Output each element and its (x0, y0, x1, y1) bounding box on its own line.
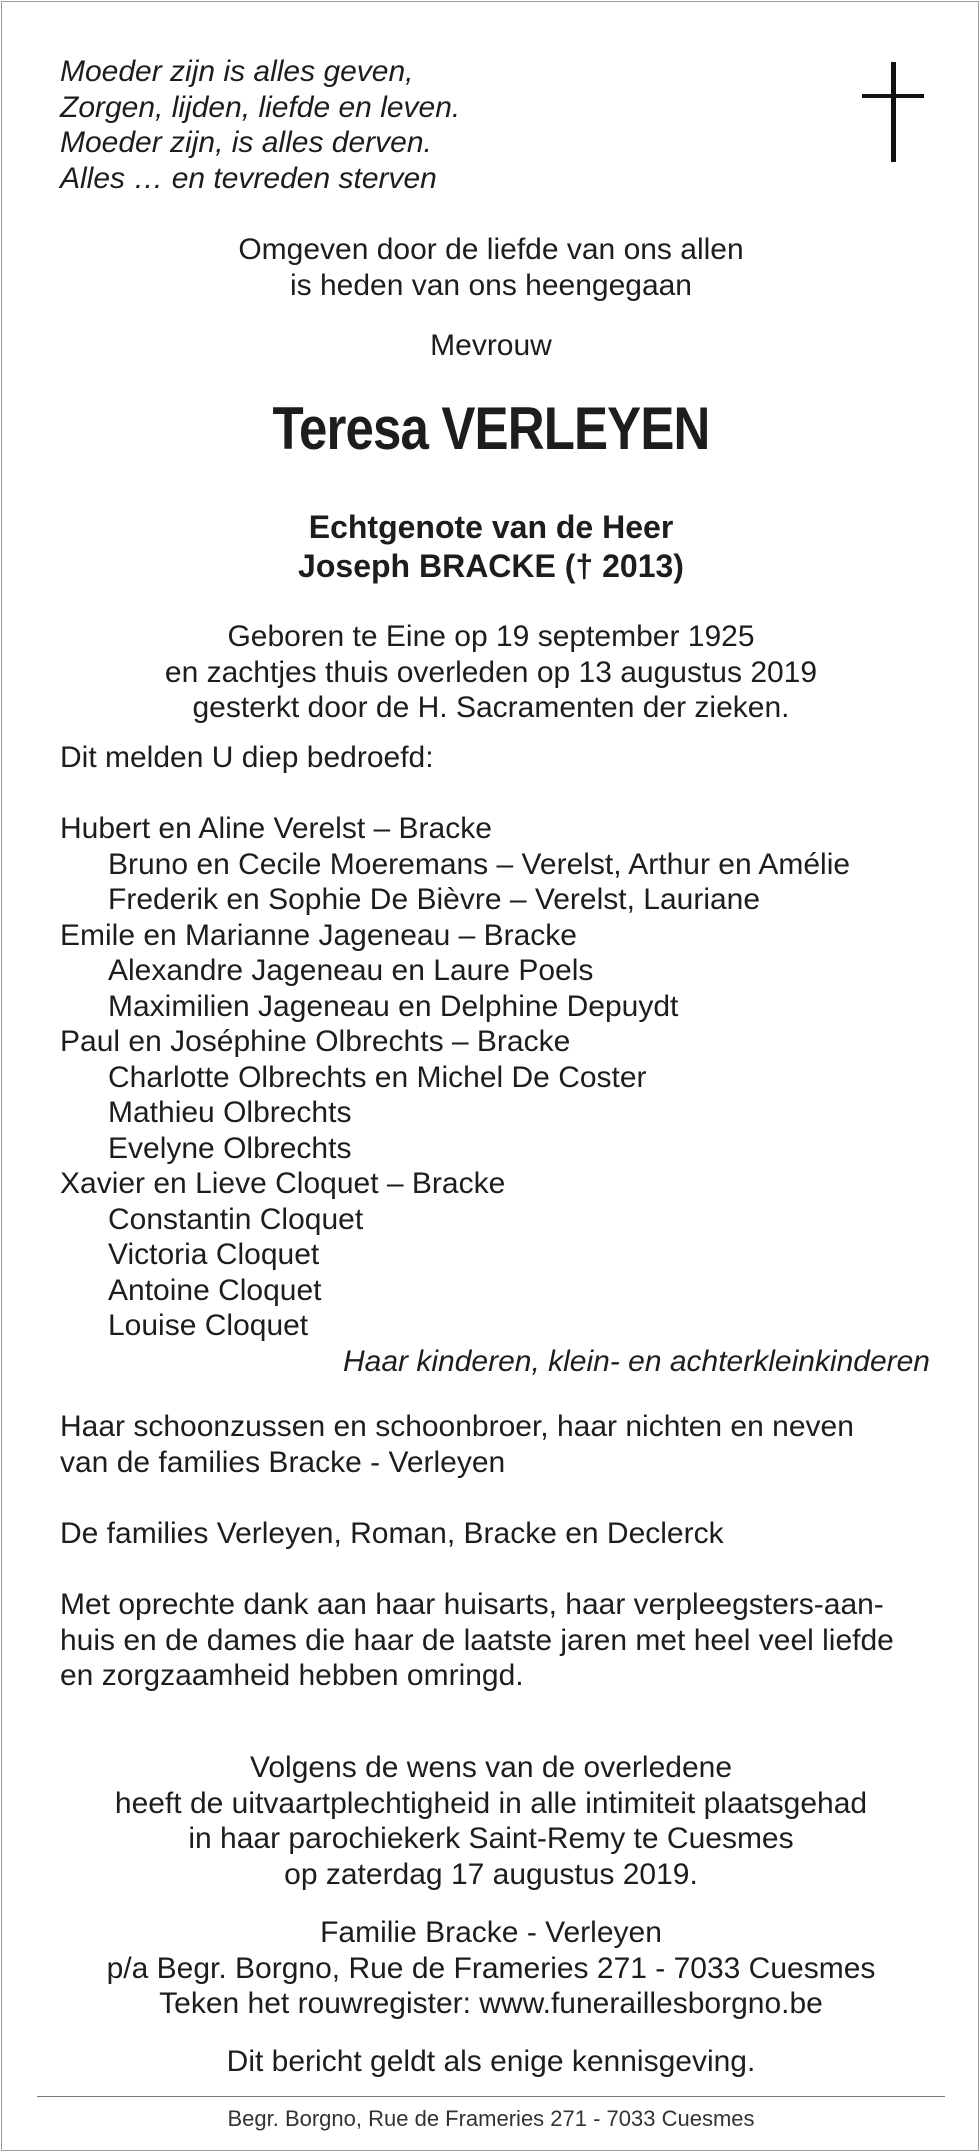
family-member-line: Frederik en Sophie De Bièvre – Verelst, Lauriane (108, 883, 761, 916)
ceremony-line: heeft de uitvaartplechtigheid in alle intimiteit plaatsgehad (114, 1786, 868, 1820)
family-household-line: Emile en Marianne Jageneau – Bracke (60, 918, 577, 952)
poem-line: Zorgen, lijden, liefde en leven. (60, 90, 461, 124)
family-household-line: Paul en Joséphine Olbrechts – Bracke (60, 1025, 571, 1058)
birth-death-line: en zachtjes thuis overleden op 13 augustus 2019 (164, 655, 818, 689)
intro-line: Omgeven door de liefde van ons allen (238, 233, 744, 266)
family-list (60, 811, 930, 1379)
family-member-line: Constantin Cloquet (108, 1202, 364, 1236)
birth-death-line: Geboren te Eine op 19 september 1925 (227, 620, 755, 653)
family-member-line: Evelyne Olbrechts (108, 1131, 352, 1165)
family-member-line: Alexandre Jageneau en Laure Poels (108, 954, 594, 987)
family-household-line: Xavier en Lieve Cloquet – Bracke (60, 1167, 506, 1200)
family-household-line: Hubert en Aline Verelst – Bracke (60, 812, 492, 845)
poem (60, 54, 460, 196)
contact-info (2, 1915, 980, 2022)
families: De families Verleyen, Roman, Bracke en Declerck (60, 1517, 724, 1550)
spouse-line: Echtgenote van de Heer (308, 509, 674, 545)
family-member-line: Charlotte Olbrechts en Michel De Coster (108, 1060, 647, 1094)
relatives-line: van de families Bracke - Verleyen (60, 1445, 506, 1479)
family-member-line: Antoine Cloquet (108, 1273, 322, 1307)
obituary-notice (1, 1, 979, 2151)
family-signature: Haar kinderen, klein- en achterkleinkinderen (343, 1344, 930, 1378)
poem-line: Moeder zijn is alles geven, (60, 55, 414, 88)
cross-vertical-bar (891, 62, 896, 162)
thanks-line: Met oprechte dank aan haar huisarts, haar verpleegsters-aan- (60, 1588, 884, 1621)
family-member-line: Louise Cloquet (108, 1309, 309, 1342)
ceremony-line: Volgens de wens van de overledene (249, 1751, 733, 1784)
birth-death-info (2, 619, 980, 726)
family-member-line: Maximilien Jageneau en Delphine Depuydt (108, 989, 679, 1023)
birth-death-line: gesterkt door de H. Sacramenten der zieken. (192, 691, 790, 724)
family-member-line: Mathieu Olbrechts (108, 1096, 352, 1129)
contact-line: Teken het rouwregister: www.funeraillesborgno.be (159, 1987, 823, 2020)
notice-text: Dit bericht geldt als enige kennisgeving. (226, 2045, 756, 2078)
footer-text: Begr. Borgno, Rue de Frameries 271 - 7033 Cuesmes (227, 2106, 755, 2131)
thanks-line: en zorgzaamheid hebben omringd. (60, 1659, 524, 1692)
intro-text (2, 232, 980, 303)
thanks-line: huis en de dames die haar de laatste jaren met heel veel liefde (60, 1623, 894, 1657)
family-member-line: Bruno en Cecile Moeremans – Verelst, Arthur en Amélie (108, 847, 851, 881)
relatives (60, 1409, 854, 1480)
announcement: Dit melden U diep bedroefd: (60, 741, 434, 774)
honorific: Mevrouw (430, 329, 552, 362)
ceremony-line: in haar parochiekerk Saint-Remy te Cuesmes (188, 1822, 794, 1855)
contact-line: Familie Bracke - Verleyen (320, 1916, 662, 1949)
spouse-line: Joseph BRACKE († 2013) (298, 548, 684, 584)
footer-divider (37, 2096, 945, 2097)
latin-cross-icon (862, 62, 924, 162)
poem-line: Moeder zijn, is alles derven. (60, 126, 432, 159)
contact-line: p/a Begr. Borgno, Rue de Frameries 271 - 7033 Cuesmes (106, 1951, 876, 1985)
spouse-info (2, 508, 980, 586)
ceremony-info (2, 1750, 980, 1892)
poem-line: Alles … en tevreden sterven (60, 161, 437, 195)
deceased-name: Teresa VERLEYEN (272, 395, 710, 462)
family-member-line: Victoria Cloquet (108, 1238, 320, 1271)
thanks (60, 1587, 894, 1694)
cross-horizontal-bar (862, 94, 924, 98)
ceremony-line: op zaterdag 17 augustus 2019. (284, 1857, 698, 1891)
intro-line: is heden van ons heengegaan (289, 268, 692, 302)
relatives-line: Haar schoonzussen en schoonbroer, haar nichten en neven (60, 1410, 854, 1443)
